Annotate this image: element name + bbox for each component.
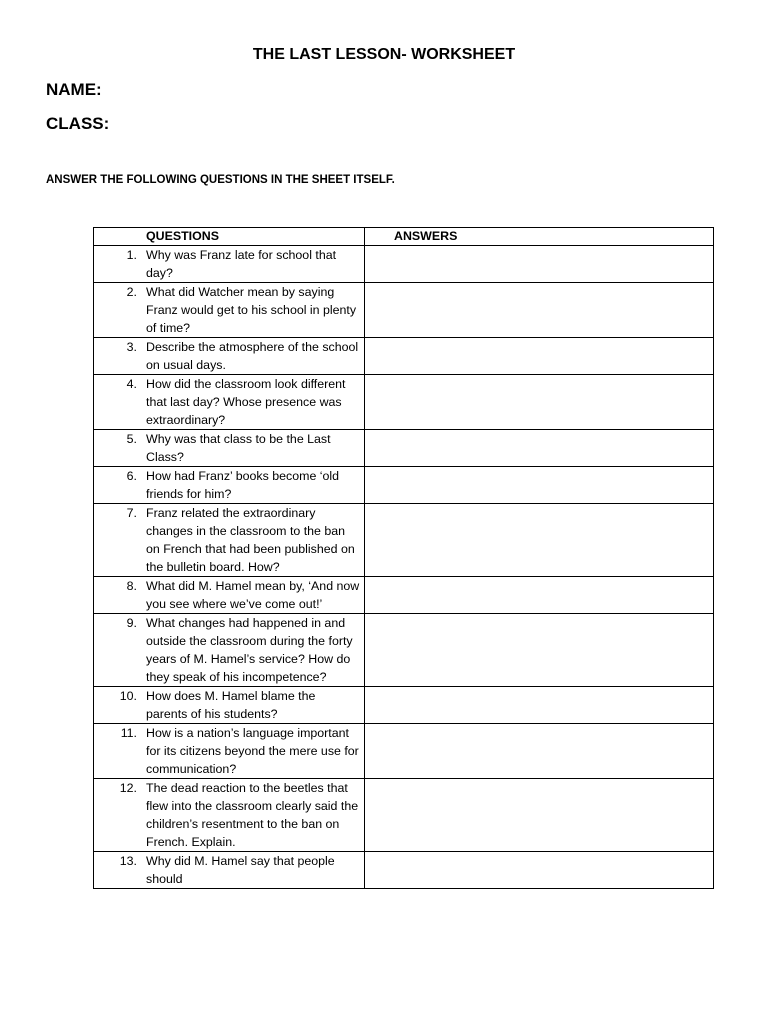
table-row bbox=[94, 687, 714, 724]
table-row bbox=[94, 614, 714, 687]
question-text: The dead reaction to the beetles that flew into the classroom clearly said the children’s resentment to the ban on French. Explain. bbox=[146, 781, 359, 849]
answer-cell[interactable] bbox=[365, 430, 714, 467]
question-cell bbox=[94, 687, 365, 724]
answer-cell[interactable] bbox=[365, 283, 714, 338]
question-number: 10. bbox=[119, 689, 137, 703]
questions-table-body bbox=[94, 246, 714, 889]
question-number: 2. bbox=[126, 285, 137, 299]
table-row bbox=[94, 246, 714, 283]
questions-header: QUESTIONS bbox=[94, 228, 365, 246]
table-row bbox=[94, 467, 714, 504]
question-text: What did Watcher mean by saying Franz would get to his school in plenty of time? bbox=[146, 285, 357, 335]
question-text: How did the classroom look different that last day? Whose presence was extraordinary? bbox=[146, 377, 346, 427]
question-number: 8. bbox=[126, 579, 137, 593]
question-number: 9. bbox=[126, 616, 137, 630]
table-row bbox=[94, 375, 714, 430]
question-text: Why was that class to be the Last Class? bbox=[146, 432, 331, 464]
instruction-text: ANSWER THE FOLLOWING QUESTIONS IN THE SHEET ITSELF. bbox=[46, 174, 395, 186]
answer-cell[interactable] bbox=[365, 504, 714, 577]
question-number: 7. bbox=[126, 506, 137, 520]
name-label: NAME: bbox=[46, 80, 102, 99]
question-text: How does M. Hamel blame the parents of his students? bbox=[146, 689, 316, 721]
question-cell bbox=[94, 375, 365, 430]
table-row bbox=[94, 852, 714, 889]
table-header-row bbox=[94, 228, 714, 246]
table-row bbox=[94, 577, 714, 614]
answer-cell[interactable] bbox=[365, 852, 714, 889]
question-cell bbox=[94, 246, 365, 283]
question-cell bbox=[94, 779, 365, 852]
question-cell bbox=[94, 467, 365, 504]
question-cell bbox=[94, 338, 365, 375]
question-number: 1. bbox=[126, 248, 137, 262]
class-label: CLASS: bbox=[46, 114, 110, 133]
table-row bbox=[94, 779, 714, 852]
question-cell bbox=[94, 724, 365, 779]
answer-cell[interactable] bbox=[365, 375, 714, 430]
answer-cell[interactable] bbox=[365, 467, 714, 504]
question-text: Describe the atmosphere of the school on usual days. bbox=[146, 340, 359, 372]
question-text: Franz related the extraordinary changes in the classroom to the ban on French that had been published on the bulletin board. How? bbox=[146, 506, 355, 574]
question-text: How is a nation’s language important for its citizens beyond the mere use for communication? bbox=[146, 726, 359, 776]
question-cell bbox=[94, 577, 365, 614]
answer-cell[interactable] bbox=[365, 614, 714, 687]
answers-header: ANSWERS bbox=[365, 228, 714, 246]
question-text: What changes had happened in and outside the classroom during the forty years of M. Hamel’s service? How do they speak of his incompetence? bbox=[146, 616, 353, 684]
question-number: 12. bbox=[119, 781, 137, 795]
question-text: Why was Franz late for school that day? bbox=[146, 248, 337, 280]
answer-cell[interactable] bbox=[365, 338, 714, 375]
question-number: 11. bbox=[120, 726, 137, 740]
question-text: How had Franz’ books become ‘old friends for him? bbox=[146, 469, 340, 501]
questions-table bbox=[93, 227, 714, 889]
table-row bbox=[94, 724, 714, 779]
question-number: 3. bbox=[126, 340, 137, 354]
question-cell bbox=[94, 283, 365, 338]
worksheet-title: THE LAST LESSON- WORKSHEET bbox=[252, 46, 516, 63]
question-number: 4. bbox=[126, 377, 137, 391]
table-row bbox=[94, 283, 714, 338]
answer-cell[interactable] bbox=[365, 246, 714, 283]
answer-cell[interactable] bbox=[365, 577, 714, 614]
question-number: 13. bbox=[119, 854, 137, 868]
answer-cell[interactable] bbox=[365, 687, 714, 724]
table-row bbox=[94, 504, 714, 577]
table-row bbox=[94, 430, 714, 467]
question-number: 5. bbox=[126, 432, 137, 446]
question-text: Why did M. Hamel say that people should bbox=[146, 854, 335, 886]
question-cell bbox=[94, 504, 365, 577]
question-number: 6. bbox=[126, 469, 137, 483]
table-row bbox=[94, 338, 714, 375]
question-cell bbox=[94, 852, 365, 889]
answer-cell[interactable] bbox=[365, 779, 714, 852]
answer-cell[interactable] bbox=[365, 724, 714, 779]
question-cell bbox=[94, 614, 365, 687]
question-text: What did M. Hamel mean by, ‘And now you see where we’ve come out!’ bbox=[146, 579, 360, 611]
question-cell bbox=[94, 430, 365, 467]
